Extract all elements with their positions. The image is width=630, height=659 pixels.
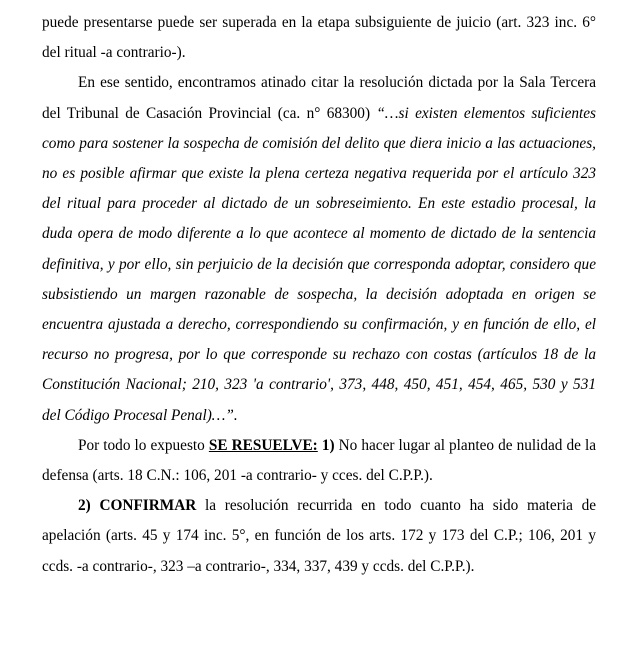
paragraph-cita-sala-tercera [42,68,596,430]
paragraph-resuelve-punto-1-run-1: SE RESUELVE: [208,436,318,454]
document-body [42,8,596,582]
paragraph-subsiguiente-juicio [42,8,596,68]
paragraph-resuelve-punto-2 [42,491,596,582]
paragraph-subsiguiente-juicio-run-0: puede presentarse puede ser superada en la etapa subsiguiente de juicio (art. 323 inc. 6° del ritual -a contrario-). [42,14,596,62]
paragraph-resuelve-punto-2-run-0: 2) CONFIRMAR [78,497,197,515]
paragraph-resuelve-punto-1-run-3: 1) [321,436,335,454]
paragraph-resuelve-punto-1-run-0: Por todo lo expuesto [78,436,209,454]
paragraph-resuelve-punto-2-run-1: la resolución recurrida en todo cuanto ha sido materia de apelación (arts. 45 y 174 inc. 5°, en función de los arts. 172 y 173 del C.P.; 106, 201 y ccds. -a contrario-, 323 –a contrario-, 334, 337, 439 y ccds. del C.P.P.). [42,497,597,575]
paragraph-cita-sala-tercera-run-0: En ese sentido, encontramos atinado citar la resolución dictada por la Sala Tercera del Tribunal de Casación Provincial (ca. n° 68300) [42,74,596,122]
paragraph-resuelve-punto-1 [42,431,596,491]
paragraph-resuelve-punto-1-run-4: No hacer lugar al planteo de nulidad de la defensa (arts. 18 C.N.: 106, 201 -a contrario- y cces. del C.P.P.). [42,436,596,485]
paragraph-cita-sala-tercera-run-1: “…si existen elementos suficientes como para sostener la sospecha de comisión del delito que diera inicio a las actuaciones, no es posible afirmar que existe la plena certeza negativa requerida por el artículo 323 del ritual para proceder al dictado de un sobreseimiento. En este estadio procesal, la duda opera de modo diferente a lo que acontece al momento de dictado de la sentencia definitiva, y por ello, sin perjuicio de la decisión que corresponda adoptar, considero que subsistiendo un margen razonable de sospecha, la decisión adoptada en origen se encuentra ajustada a derecho, correspondiendo su confirmación, y en función de ello, el recurso no progresa, por lo que corresponde su rechazo con costas (artículos 18 de la Constitución Nacional; 210, 323 'a contrario', 373, 448, 450, 451, 454, 465, 530 y 531 del Código Procesal Penal)…”. [42,104,596,424]
